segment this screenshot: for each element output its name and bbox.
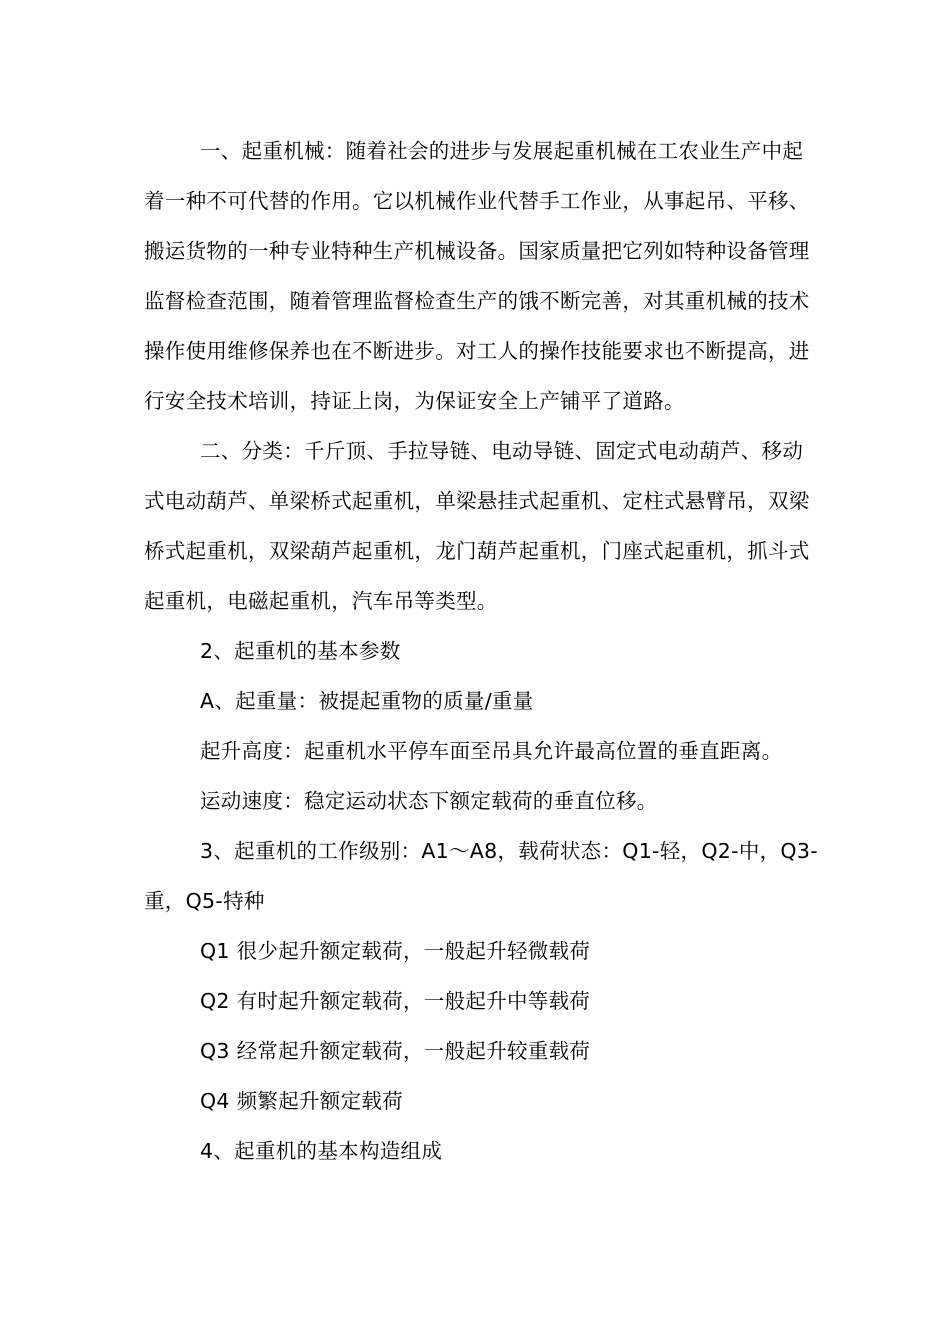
- paragraph-lifting-capacity: A、起重量：被提起重物的质量/重量: [200, 689, 534, 713]
- paragraph-basic-parameters-heading: 2、起重机的基本参数: [200, 639, 401, 663]
- paragraph-q1: Q1 很少起升额定载荷，一般起升轻微载荷: [200, 939, 591, 963]
- paragraph-lifting-height: 起升高度：起重机水平停车面至吊具允许最高位置的垂直距离。: [200, 739, 783, 763]
- paragraph-q4: Q4 频繁起升额定载荷: [200, 1089, 403, 1113]
- document-body: [144, 126, 820, 1176]
- paragraph-classification: 二、分类：千斤顶、手拉导链、电动导链、固定式电动葫芦、移动式电动葫芦、单梁桥式起重机，单梁悬挂式起重机、定柱式悬臂吊，双梁桥式起重机，双梁葫芦起重机，龙门葫芦起重机，门座式起重机，抓斗式起重机，电磁起重机，汽车吊等类型。: [144, 439, 810, 613]
- paragraph-motion-speed: 运动速度：稳定运动状态下额定载荷的垂直位移。: [200, 789, 658, 813]
- paragraph-basic-structure-heading: 4、起重机的基本构造组成: [200, 1139, 443, 1163]
- paragraph-q2: Q2 有时起升额定载荷，一般起升中等载荷: [200, 989, 591, 1013]
- paragraph-lifting-machinery: 一、起重机械：随着社会的进步与发展起重机械在工农业生产中起着一种不可代替的作用。它以机械作业代替手工作业，从事起吊、平移、搬运货物的一种专业特种生产机械设备。国家质量把它列如特种设备管理监督检查范围，随着管理监督检查生产的饿不断完善，对其重机械的技术操作使用维修保养也在不断进步。对工人的操作技能要求也不断提高，进行安全技术培训，持证上岗，为保证安全上产铺平了道路。: [144, 139, 810, 413]
- paragraph-q3: Q3 经常起升额定载荷，一般起升较重载荷: [200, 1039, 591, 1063]
- paragraph-work-class: 3、起重机的工作级别：A1～A8，载荷状态：Q1-轻，Q2-中，Q3-重，Q5-特种: [144, 839, 818, 913]
